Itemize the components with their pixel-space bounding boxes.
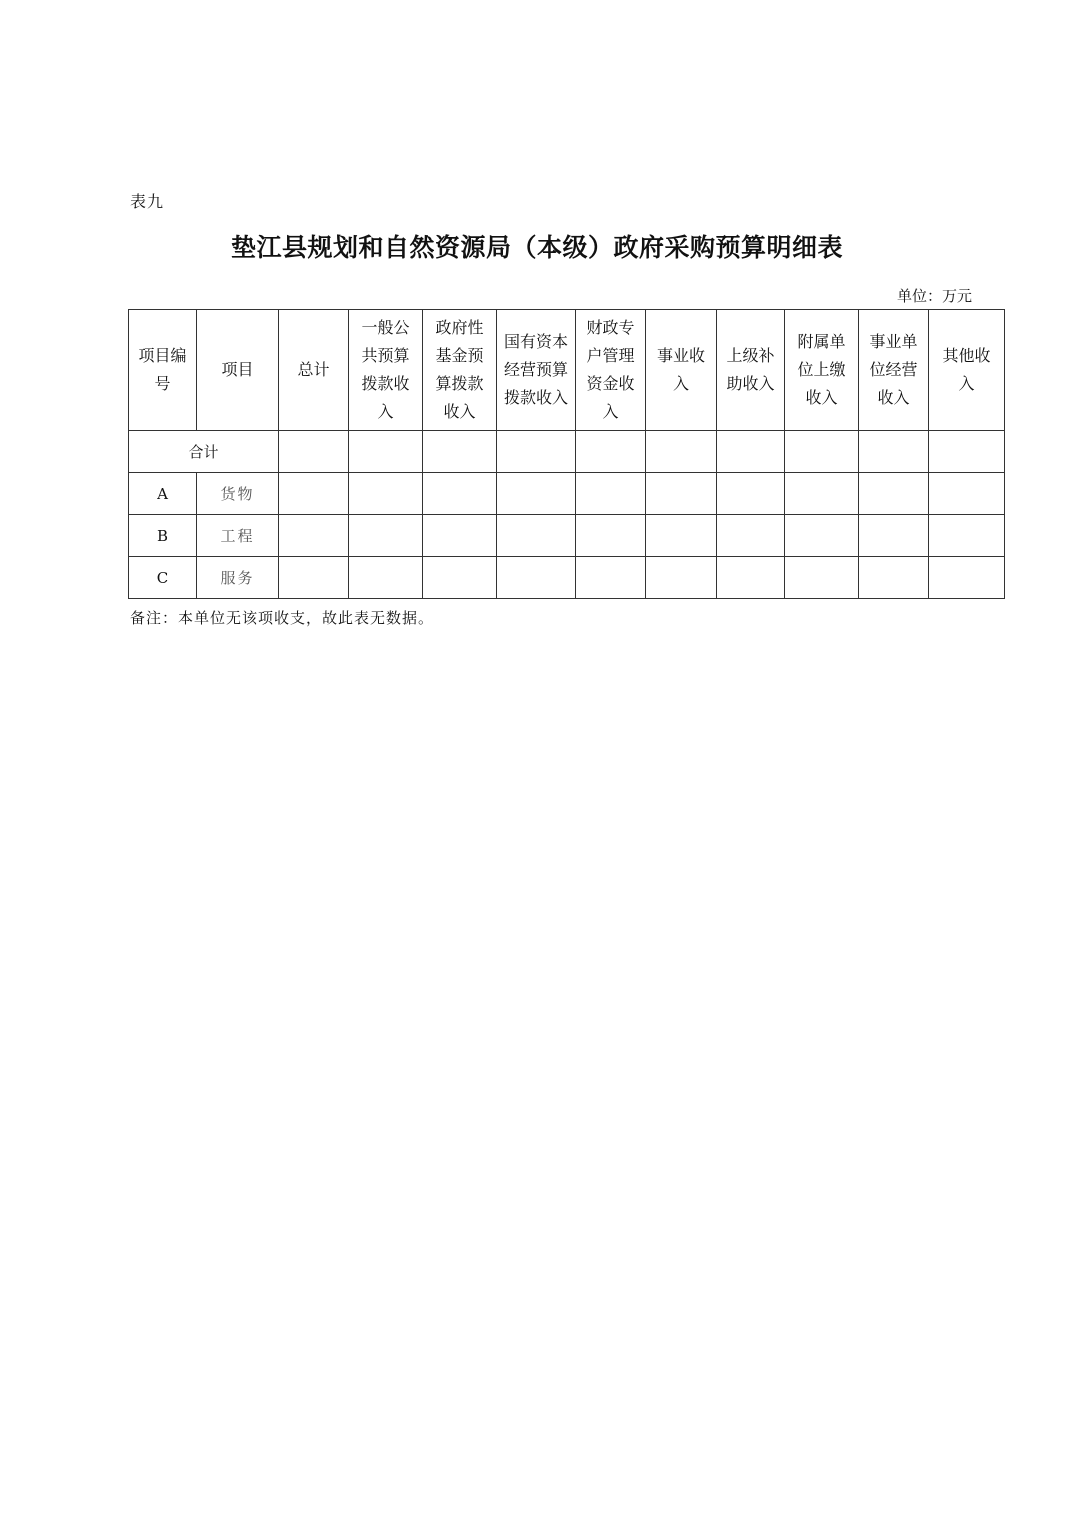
table-number-label: 表九 <box>130 192 165 211</box>
table-row <box>129 473 1005 515</box>
footnote: 备注：本单位无该项收支，故此表无数据。 <box>130 609 435 627</box>
table-cell <box>349 431 423 473</box>
project-code: B <box>129 515 197 557</box>
table-cell <box>423 515 497 557</box>
project-code: A <box>129 473 197 515</box>
procurement-budget-table <box>128 309 1005 599</box>
table-cell <box>859 515 929 557</box>
table-cell <box>717 557 785 599</box>
table-cell <box>576 515 646 557</box>
table-cell <box>423 473 497 515</box>
table-cell <box>785 557 859 599</box>
header-state-capital-budget: 国有资本经营预算拨款收入 <box>497 310 576 431</box>
table-cell <box>279 515 349 557</box>
header-total: 总计 <box>279 310 349 431</box>
header-business-income: 事业收入 <box>646 310 717 431</box>
table-row <box>129 515 1005 557</box>
table-cell <box>279 431 349 473</box>
table-cell <box>717 515 785 557</box>
table-cell <box>423 431 497 473</box>
header-other-income: 其他收入 <box>929 310 1005 431</box>
project-code: C <box>129 557 197 599</box>
total-label: 合计 <box>129 431 279 473</box>
table-cell <box>785 473 859 515</box>
table-cell <box>717 473 785 515</box>
table-cell <box>279 473 349 515</box>
header-superior-subsidy: 上级补助收入 <box>717 310 785 431</box>
table-cell <box>497 557 576 599</box>
table-cell <box>929 431 1005 473</box>
table-cell <box>279 557 349 599</box>
header-business-operation: 事业单位经营收入 <box>859 310 929 431</box>
table-cell <box>497 431 576 473</box>
table-cell <box>646 557 717 599</box>
table-cell <box>423 557 497 599</box>
project-name: 工程 <box>197 515 279 557</box>
header-project-code: 项目编号 <box>129 310 197 431</box>
table-cell <box>349 557 423 599</box>
table-cell <box>576 431 646 473</box>
table-cell <box>717 431 785 473</box>
table-cell <box>497 515 576 557</box>
table-cell <box>859 557 929 599</box>
project-name: 货物 <box>197 473 279 515</box>
table-cell <box>859 473 929 515</box>
page-title: 垫江县规划和自然资源局（本级）政府采购预算明细表 <box>230 233 843 262</box>
header-affiliated-remittance: 附属单位上缴收入 <box>785 310 859 431</box>
table-cell <box>785 515 859 557</box>
table-cell <box>646 473 717 515</box>
table-cell <box>576 557 646 599</box>
header-general-budget: 一般公共预算拨款收入 <box>349 310 423 431</box>
table-header-row <box>129 310 1005 431</box>
header-project: 项目 <box>197 310 279 431</box>
table-cell <box>929 473 1005 515</box>
total-row <box>129 431 1005 473</box>
table-cell <box>646 515 717 557</box>
project-name: 服务 <box>197 557 279 599</box>
header-special-account-funds: 财政专户管理资金收入 <box>576 310 646 431</box>
table-cell <box>929 515 1005 557</box>
table-cell <box>349 473 423 515</box>
table-cell <box>646 431 717 473</box>
table-cell <box>859 431 929 473</box>
table-cell <box>785 431 859 473</box>
header-gov-fund-budget: 政府性基金预算拨款收入 <box>423 310 497 431</box>
table-cell <box>349 515 423 557</box>
table-cell <box>576 473 646 515</box>
unit-label: 单位：万元 <box>896 287 972 305</box>
table-cell <box>497 473 576 515</box>
table-row <box>129 557 1005 599</box>
table-cell <box>929 557 1005 599</box>
